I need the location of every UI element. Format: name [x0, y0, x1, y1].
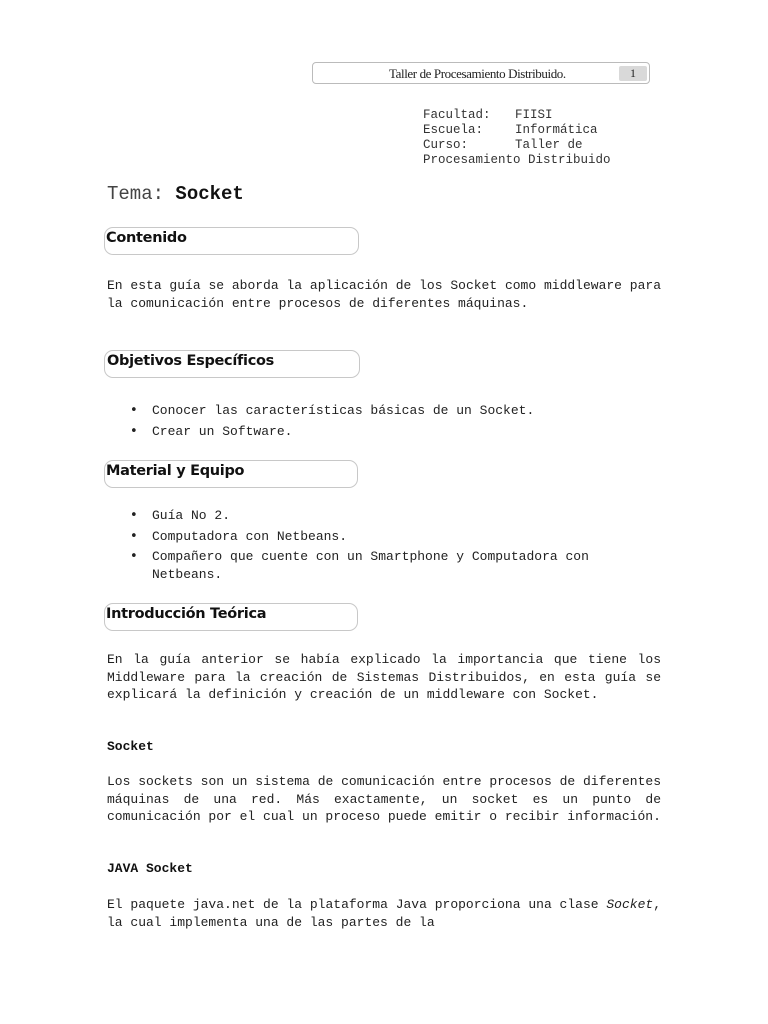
section-material-header — [104, 460, 358, 488]
objetivos-list — [130, 402, 650, 443]
contenido-paragraph: En esta guía se aborda la aplicación de los Socket como middleware para la comunicación entre procesos de diferentes máquinas. — [107, 278, 661, 311]
list-item: • Compañero que cuente con un Smartphone y Computadora con Netbeans. — [130, 548, 622, 583]
introduccion-paragraph: En la guía anterior se había explicado la importancia que tiene los Middleware para la creación de Sistemas Distribuidos, en esta guía se explicará la definición y creación de un middleware con Socket. — [107, 652, 661, 703]
section-title: Material y Equipo — [106, 463, 245, 479]
topic-label: Tema: — [107, 183, 165, 205]
list-item: • Guía No 2. — [130, 507, 650, 525]
escuela-value: Informática — [515, 123, 598, 137]
java-socket-text-end: , la cual implementa una de las partes de la — [107, 897, 661, 930]
running-header — [312, 62, 650, 84]
java-socket-class-name: Socket — [606, 897, 654, 912]
section-title: Introducción Teórica — [106, 606, 267, 622]
course-info — [423, 108, 611, 168]
java-socket-heading: JAVA Socket — [107, 861, 193, 876]
list-item: • Crear un Software. — [130, 423, 650, 441]
section-title: Contenido — [106, 230, 187, 246]
topic-title — [107, 183, 244, 205]
topic-value: Socket — [175, 183, 244, 205]
page-number-badge: 1 — [619, 66, 647, 81]
facultad-label: Facultad: — [423, 108, 491, 122]
curso-value-line2: Procesamiento Distribuido — [423, 153, 611, 167]
curso-label: Curso: — [423, 138, 469, 152]
section-objetivos-header — [104, 350, 360, 378]
section-introduccion-header — [104, 603, 358, 631]
material-list — [130, 507, 650, 586]
socket-paragraph: Los sockets son un sistema de comunicación entre procesos de diferentes máquinas de una red. Más exactamente, un socket es un punto de comunicación por el cual un proceso puede emitir o recibir información. — [107, 774, 661, 825]
socket-heading: Socket — [107, 739, 154, 754]
list-item: • Conocer las características básicas de un Socket. — [130, 402, 650, 420]
escuela-label: Escuela: — [423, 123, 484, 137]
section-contenido-header — [104, 227, 359, 255]
java-socket-text-start: El paquete java.net de la plataforma Java proporciona una clase — [107, 897, 607, 912]
header-title: Taller de Procesamiento Distribuido. — [389, 66, 566, 81]
curso-value-line1: Taller de — [515, 138, 583, 152]
facultad-value: FIISI — [515, 108, 553, 122]
java-socket-paragraph — [107, 896, 661, 931]
list-item: • Computadora con Netbeans. — [130, 528, 650, 546]
section-title: Objetivos Específicos — [107, 353, 274, 369]
